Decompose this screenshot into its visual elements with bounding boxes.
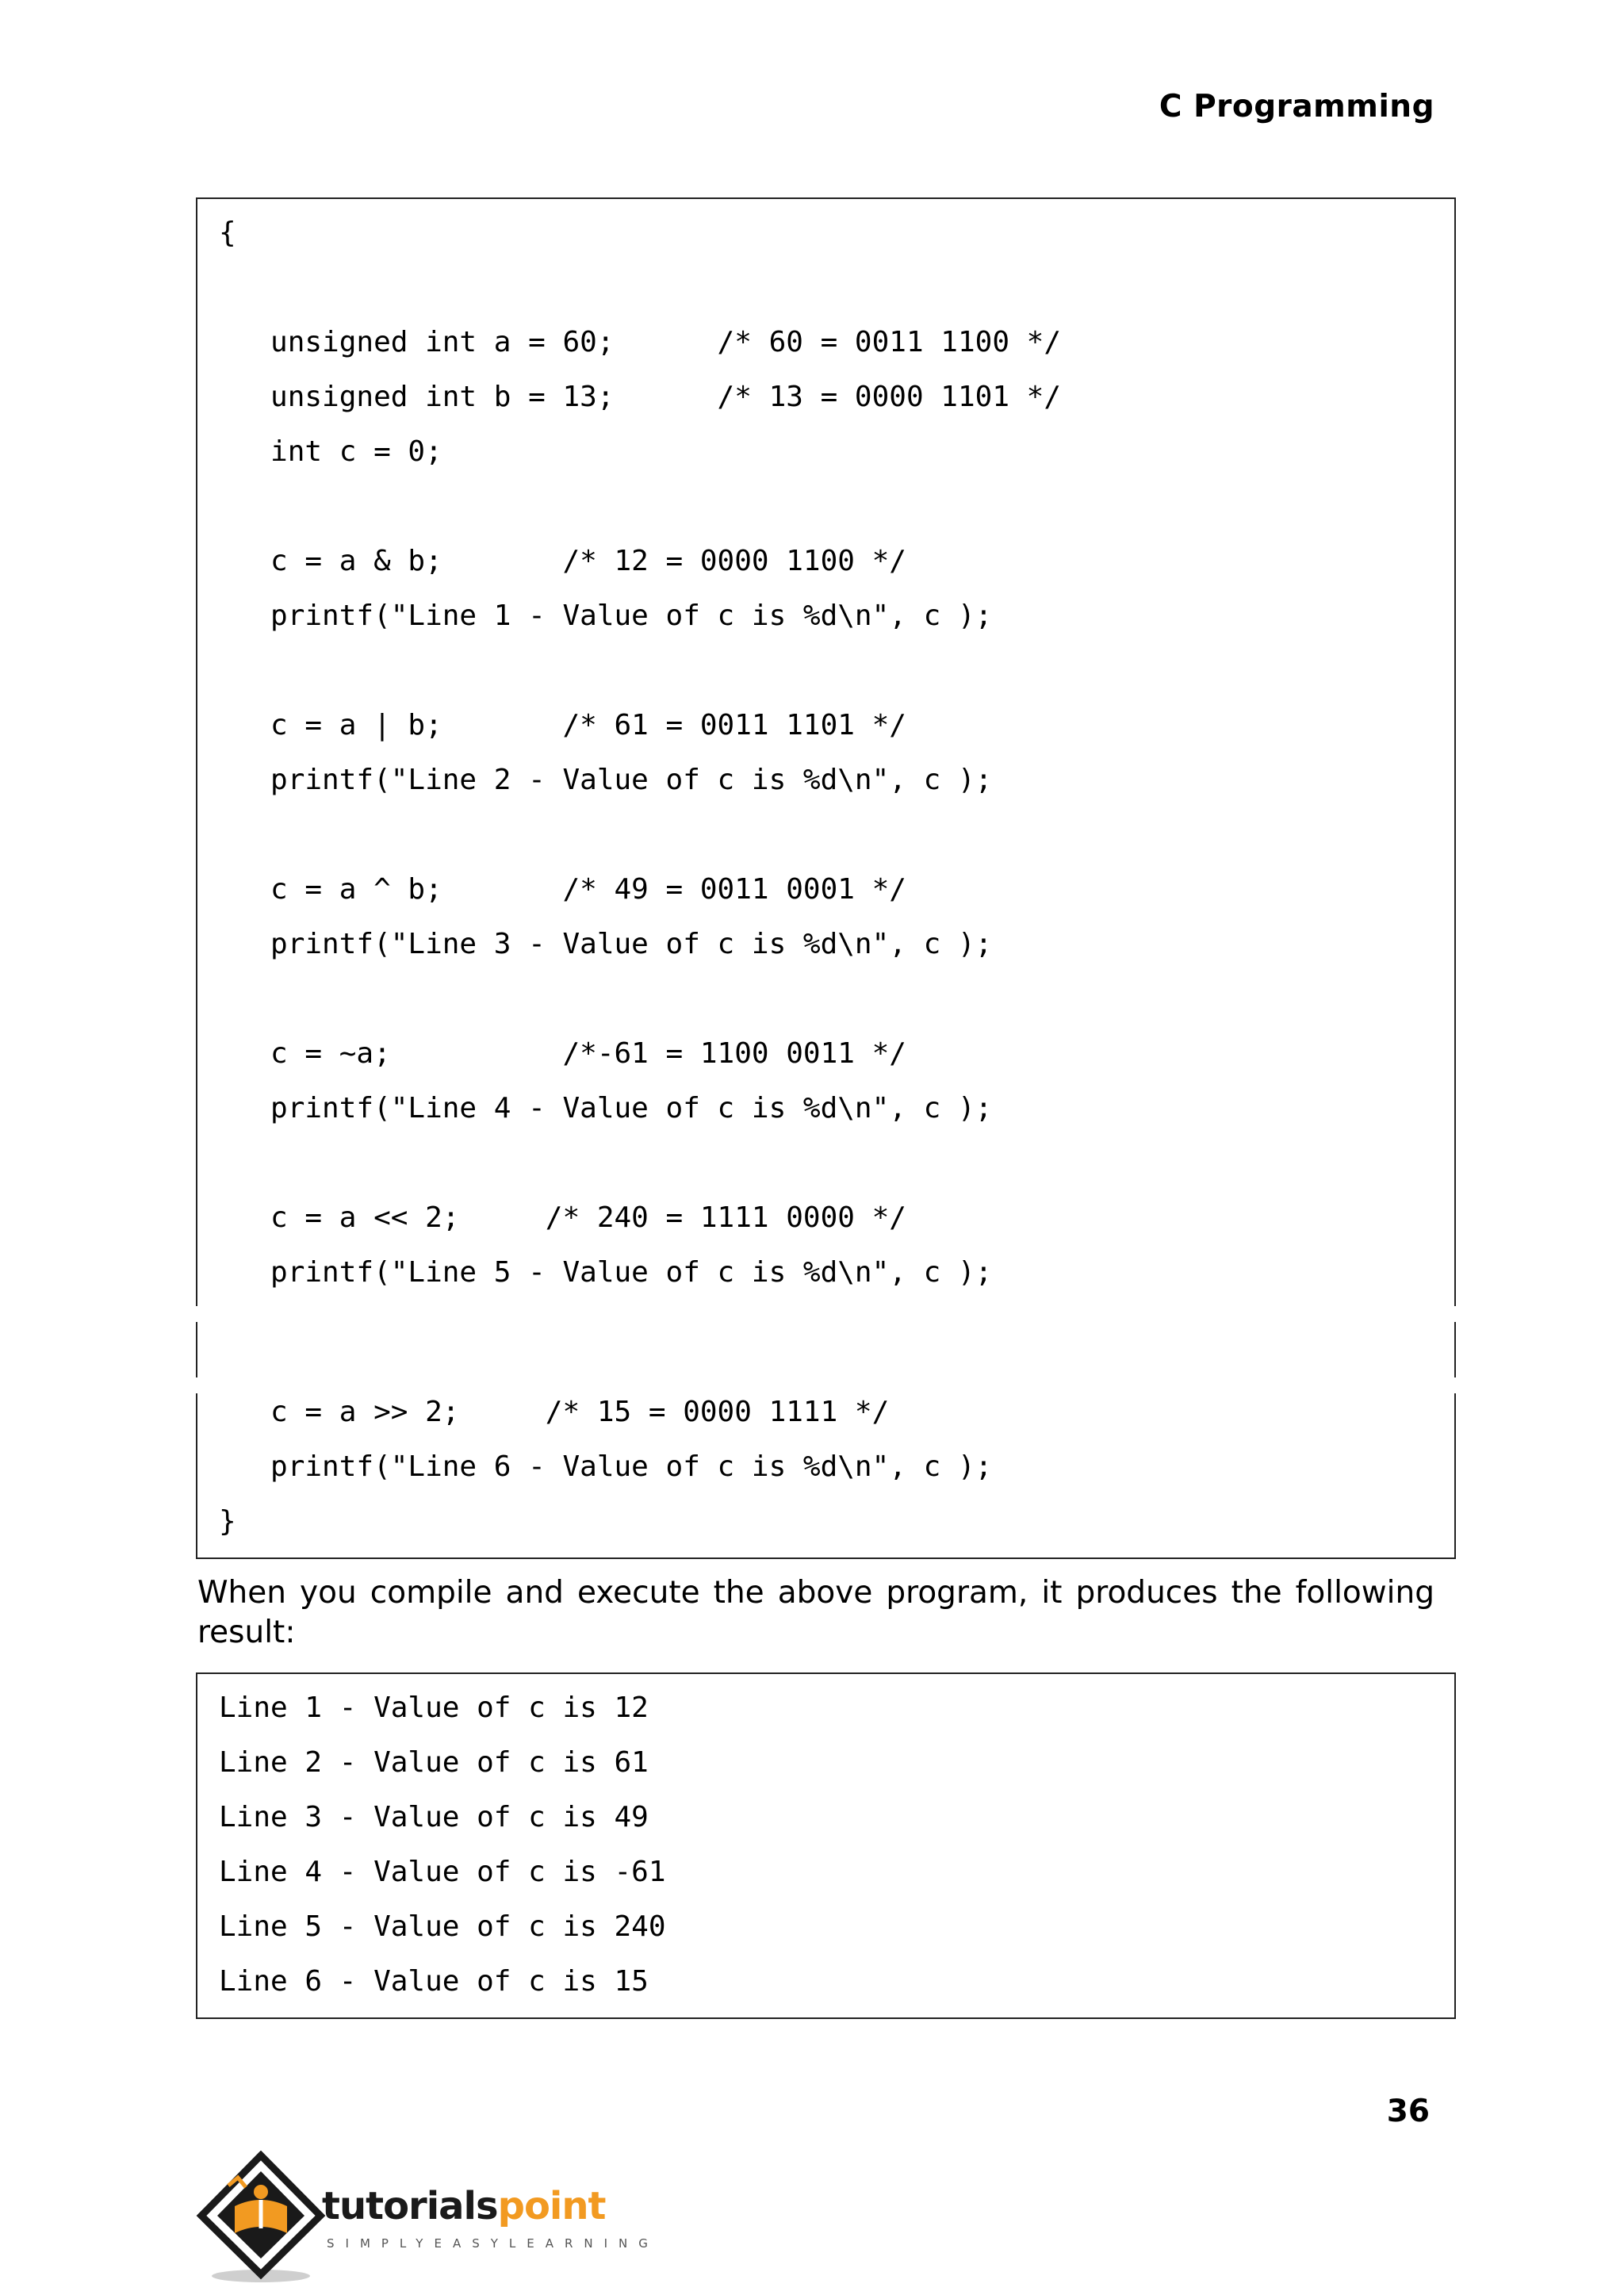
page-number: 36	[1386, 2094, 1430, 2129]
code-line: {	[219, 216, 236, 249]
code-block-part1	[196, 197, 1456, 1306]
code-line: printf("Line 2 - Value of c is %d\n", c );	[219, 764, 993, 796]
tutorialspoint-logo-icon	[193, 2151, 328, 2285]
output-block	[196, 1672, 1456, 2019]
code-line: unsigned int a = 60; /* 60 = 0011 1100 */	[219, 326, 1062, 358]
code-line: printf("Line 4 - Value of c is %d\n", c );	[219, 1092, 993, 1125]
code-line: unsigned int b = 13; /* 13 = 0000 1101 */	[219, 381, 1062, 413]
logo-wordmark-part2: point	[497, 2184, 606, 2228]
code-line: printf("Line 6 - Value of c is %d\n", c );	[219, 1450, 993, 1483]
logo-tagline: SIMPLYEASYLEARNING	[327, 2236, 659, 2251]
code-line: printf("Line 3 - Value of c is %d\n", c );	[219, 928, 993, 960]
code-line: c = a >> 2; /* 15 = 0000 1111 */	[219, 1396, 890, 1428]
output-line: Line 2 - Value of c is 61	[219, 1746, 649, 1779]
code-line: c = a & b; /* 12 = 0000 1100 */	[219, 545, 906, 577]
tutorialspoint-logo	[193, 2151, 659, 2285]
output-line: Line 4 - Value of c is -61	[219, 1856, 666, 1888]
logo-wordmark-part1: tutorials	[322, 2184, 498, 2228]
output-line: Line 6 - Value of c is 15	[219, 1965, 649, 1998]
code-block-part2	[196, 1393, 1456, 1559]
code-line: printf("Line 1 - Value of c is %d\n", c );	[219, 600, 993, 632]
code-line: printf("Line 5 - Value of c is %d\n", c );	[219, 1256, 993, 1289]
code-block-gap	[196, 1322, 1456, 1377]
code-line: c = a ^ b; /* 49 = 0011 0001 */	[219, 873, 906, 906]
code-line: }	[219, 1505, 236, 1538]
code-line: c = a | b; /* 61 = 0011 1101 */	[219, 709, 906, 741]
code-line: c = a << 2; /* 240 = 1111 0000 */	[219, 1201, 906, 1234]
logo-wordmark	[322, 2184, 605, 2228]
page-header-title: C Programming	[1159, 89, 1434, 125]
code-line: c = ~a; /*-61 = 1100 0011 */	[219, 1037, 906, 1070]
result-intro-paragraph: When you compile and execute the above program, it produces the following result:	[197, 1575, 1434, 1650]
output-line: Line 1 - Value of c is 12	[219, 1692, 649, 1724]
output-line: Line 3 - Value of c is 49	[219, 1801, 649, 1833]
code-line: int c = 0;	[219, 435, 442, 468]
output-line: Line 5 - Value of c is 240	[219, 1910, 666, 1943]
